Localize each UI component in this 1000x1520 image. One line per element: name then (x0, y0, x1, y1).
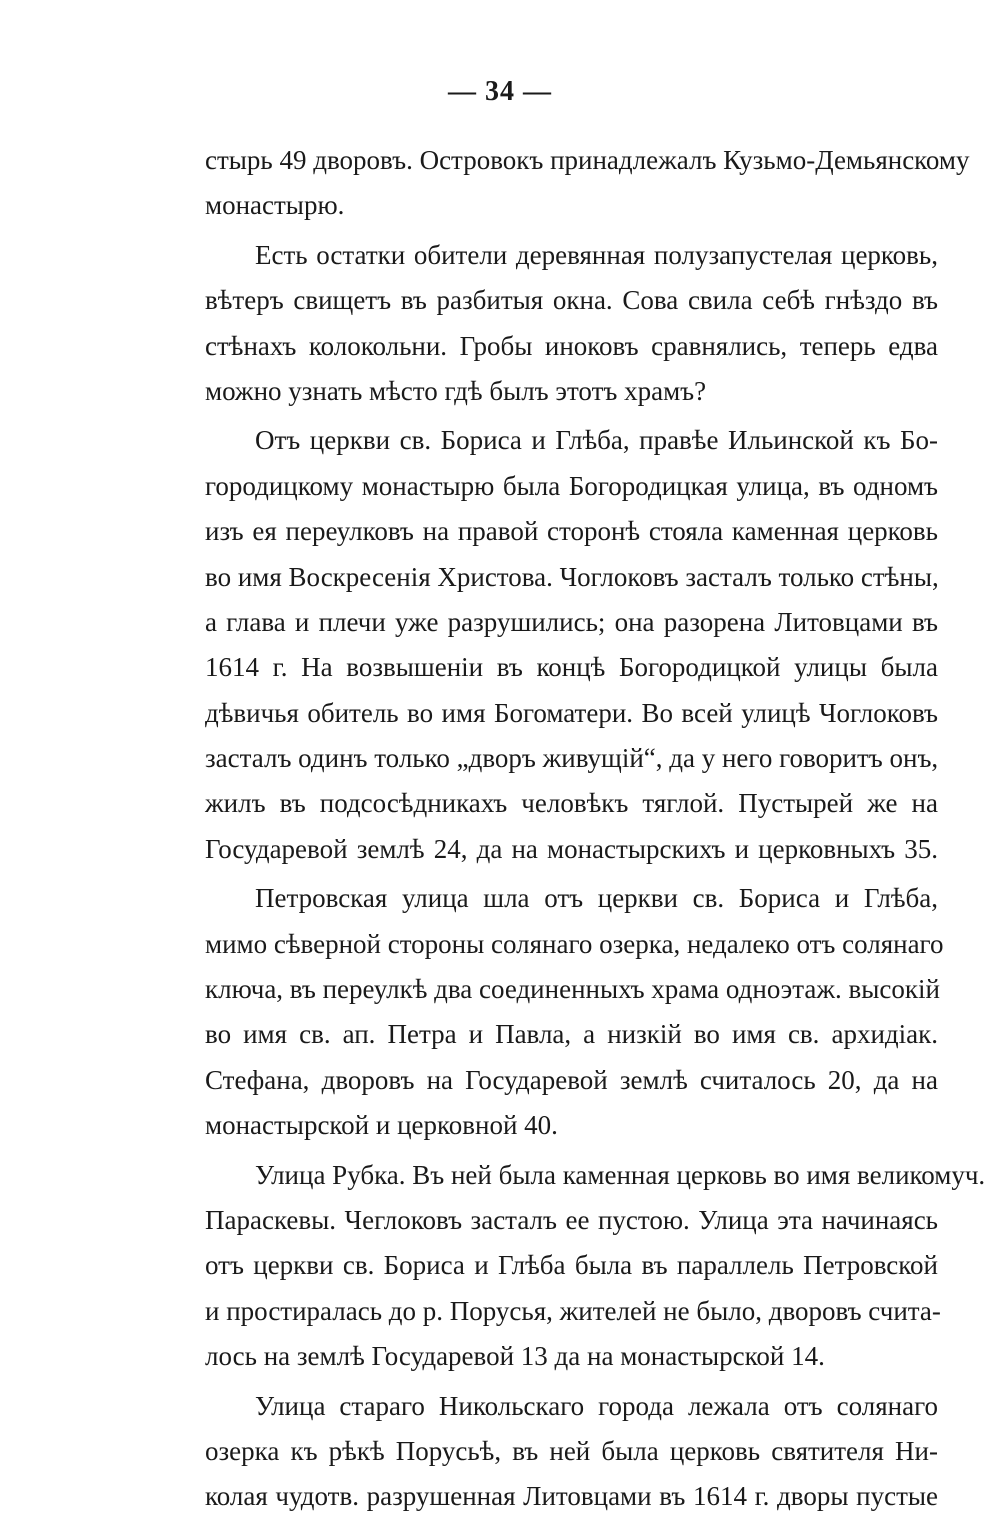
text-line: отъ церкви св. Бориса и Глѣба была въ параллель Петровской (205, 1250, 938, 1281)
text-line: во имя Воскресенія Христова. Чоглоковъ засталъ только стѣны, (205, 561, 939, 592)
text-line: ключа, въ переулкѣ два соединенныхъ храма одноэтаж. высокій (205, 974, 940, 1005)
text-line: колая чудотв. разрушенная Литовцами въ 1614 г. дворы пустые (205, 1481, 938, 1512)
text-line: Петровская улица шла отъ церкви св. Бориса и Глѣба, (255, 883, 938, 914)
text-line: Параскевы. Чеглоковъ засталъ ее пустою. Улица эта начинаясь (205, 1204, 938, 1235)
paragraph-1 (205, 138, 970, 229)
text-line: дѣвичья обитель во имя Богоматери. Во всей улицѣ Чоглоковъ (205, 697, 938, 728)
text-line: изъ ея переулковъ на правой сторонѣ стояла каменная церковь (205, 516, 938, 547)
text-line: монастырю. (205, 190, 345, 221)
text-line: Государевой землѣ 24, да на монастырскихъ и церковныхъ 35. (205, 833, 938, 864)
text-line: озерка къ рѣкѣ Порусьѣ, въ ней была церковь святителя Ни- (205, 1435, 938, 1466)
text-line: Улица Рубка. Въ ней была каменная церковь во имя великомуч. (255, 1159, 986, 1190)
text-line: мимо сѣверной стороны солянаго озерка, недалеко отъ солянаго (205, 928, 944, 959)
text-line: во имя св. ап. Петра и Павла, а низкій во имя св. архидіак. (205, 1019, 938, 1050)
text-line: и простиралась до р. Порусья, жителей не было, дворовъ счита- (205, 1295, 941, 1326)
text-line: 1614 г. На возвышеніи въ концѣ Богородицкой улицы была (205, 652, 938, 683)
text-line: стѣнахъ колокольни. Гробы иноковъ сравнялись, теперь едва (205, 330, 938, 361)
paragraph-6 (205, 1384, 938, 1520)
text-line: жилъ въ подсосѣдникахъ человѣкъ тяглой. Пустырей же на (205, 788, 938, 819)
paragraph-5 (205, 1153, 986, 1380)
text-line: Отъ церкви св. Бориса и Глѣба, правѣе Ильинской къ Бо- (255, 425, 938, 456)
paragraph-3 (205, 418, 938, 872)
paragraph-2 (205, 233, 938, 415)
text-line: стырь 49 дворовъ. Островокъ принадлежалъ Кузьмо-Демьянскому (205, 145, 970, 175)
text-line: монастырской и церковной 40. (205, 1110, 558, 1141)
text-line: Улица стараго Никольскаго города лежала отъ солянаго (255, 1390, 938, 1421)
body-text (205, 138, 986, 1520)
text-line: вѣтеръ свищетъ въ разбитыя окна. Сова свила себѣ гнѣздо въ (205, 285, 938, 316)
text-line: городицкому монастырю была Богородицкая улица, въ одномъ (205, 470, 938, 501)
text-line: Стефана, дворовъ на Государевой землѣ считалось 20, да на (205, 1064, 938, 1095)
text-line: лось на землѣ Государевой 13 да на монастырской 14. (205, 1341, 825, 1372)
text-line: а глава и плечи уже разрушились; она разорена Литовцами въ (205, 606, 938, 637)
page-number: — 34 — (448, 76, 552, 107)
text-line: Есть остатки обители деревянная полузапустелая церковь, (255, 239, 938, 270)
paragraph-4 (205, 876, 944, 1148)
text-line: засталъ одинъ только „дворъ живущій“, да у него говоритъ онъ, (205, 743, 939, 774)
text-line: можно узнать мѣсто гдѣ былъ этотъ храмъ? (205, 375, 707, 406)
